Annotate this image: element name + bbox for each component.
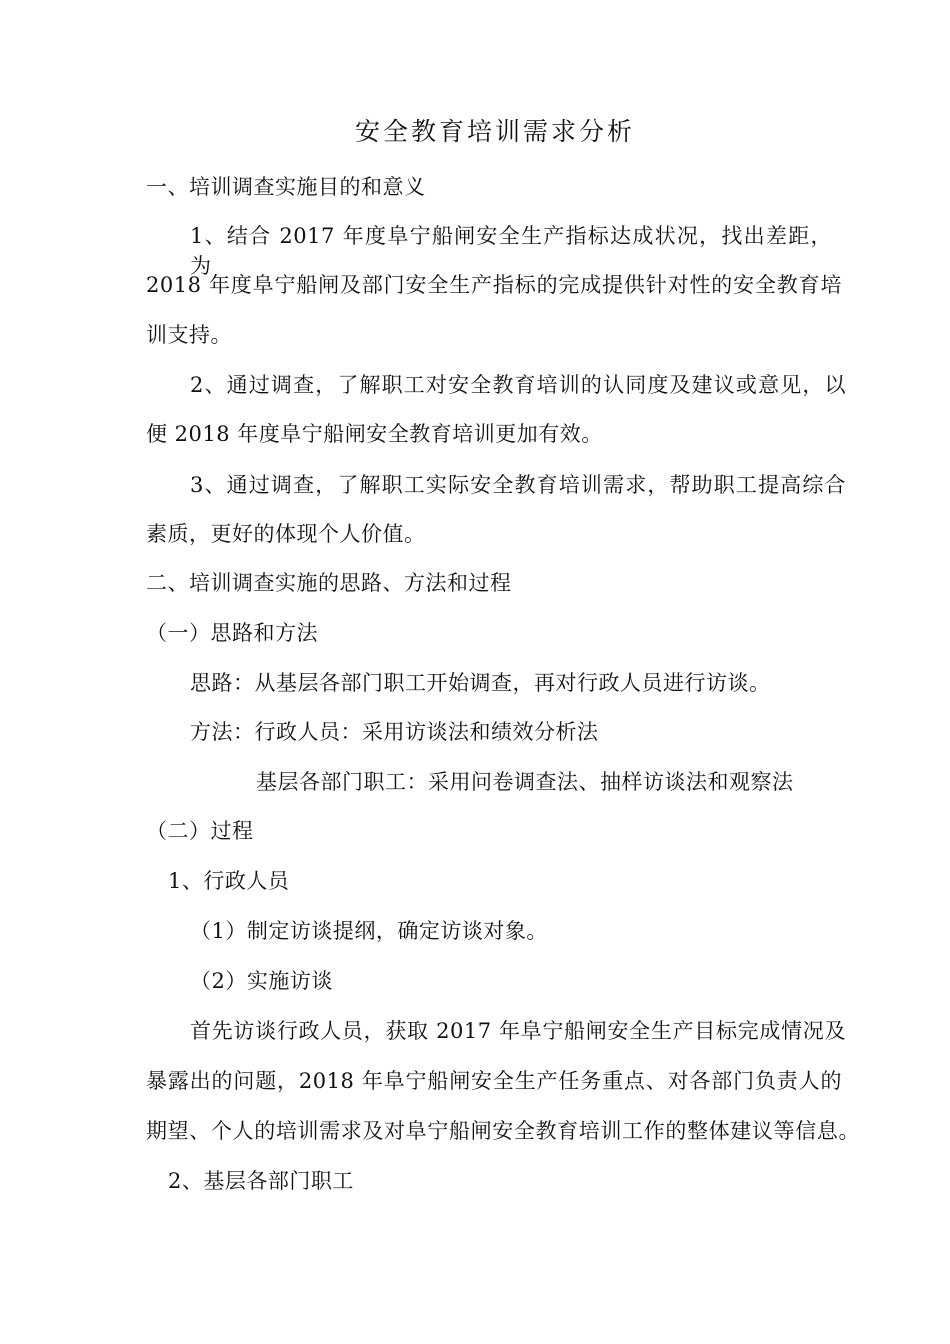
subheading: （一）思路和方法: [146, 621, 318, 645]
list-heading: 2、基层各部门职工: [168, 1169, 354, 1193]
paragraph-line: 基层各部门职工：采用问卷调查法、抽样访谈法和观察法: [256, 770, 794, 794]
paragraph-line: 1、结合 2017 年度阜宁船闸安全生产指标达成状况，找出差距，为: [190, 224, 832, 278]
list-heading: 1、行政人员: [168, 869, 290, 893]
list-item: （1）制定访谈提纲，确定访谈对象。: [190, 919, 548, 943]
paragraph-line: 便 2018 年度阜宁船闸安全教育培训更加有效。: [146, 422, 603, 446]
document-title: 安全教育培训需求分析: [354, 117, 635, 146]
paragraph-line: 方法：行政人员：采用访谈法和绩效分析法: [190, 720, 599, 744]
paragraph-line: 素质，更好的体现个人价值。: [146, 522, 426, 546]
subheading: （二）过程: [146, 819, 254, 843]
paragraph-line: 首先访谈行政人员，获取 2017 年阜宁船闸安全生产目标完成情况及: [190, 1019, 846, 1043]
heading-section-2: 二、培训调查实施的思路、方法和过程: [146, 571, 512, 595]
paragraph-line: 期望、个人的培训需求及对阜宁船闸安全教育培训工作的整体建议等信息。: [146, 1119, 860, 1143]
paragraph-line: 2018 年度阜宁船闸及部门安全生产指标的完成提供针对性的安全教育培: [146, 273, 842, 297]
paragraph-line: 暴露出的问题，2018 年阜宁船闸安全生产任务重点、对各部门负责人的: [146, 1069, 842, 1093]
list-item: （2）实施访谈: [190, 969, 333, 993]
paragraph-line: 训支持。: [146, 323, 232, 347]
paragraph-line: 2、通过调查，了解职工对安全教育培训的认同度及建议或意见，以: [190, 373, 846, 397]
paragraph-line: 思路：从基层各部门职工开始调查，再对行政人员进行访谈。: [190, 671, 771, 695]
heading-section-1: 一、培训调查实施目的和意义: [146, 175, 426, 199]
paragraph-line: 3、通过调查，了解职工实际安全教育培训需求，帮助职工提高综合: [190, 473, 846, 497]
